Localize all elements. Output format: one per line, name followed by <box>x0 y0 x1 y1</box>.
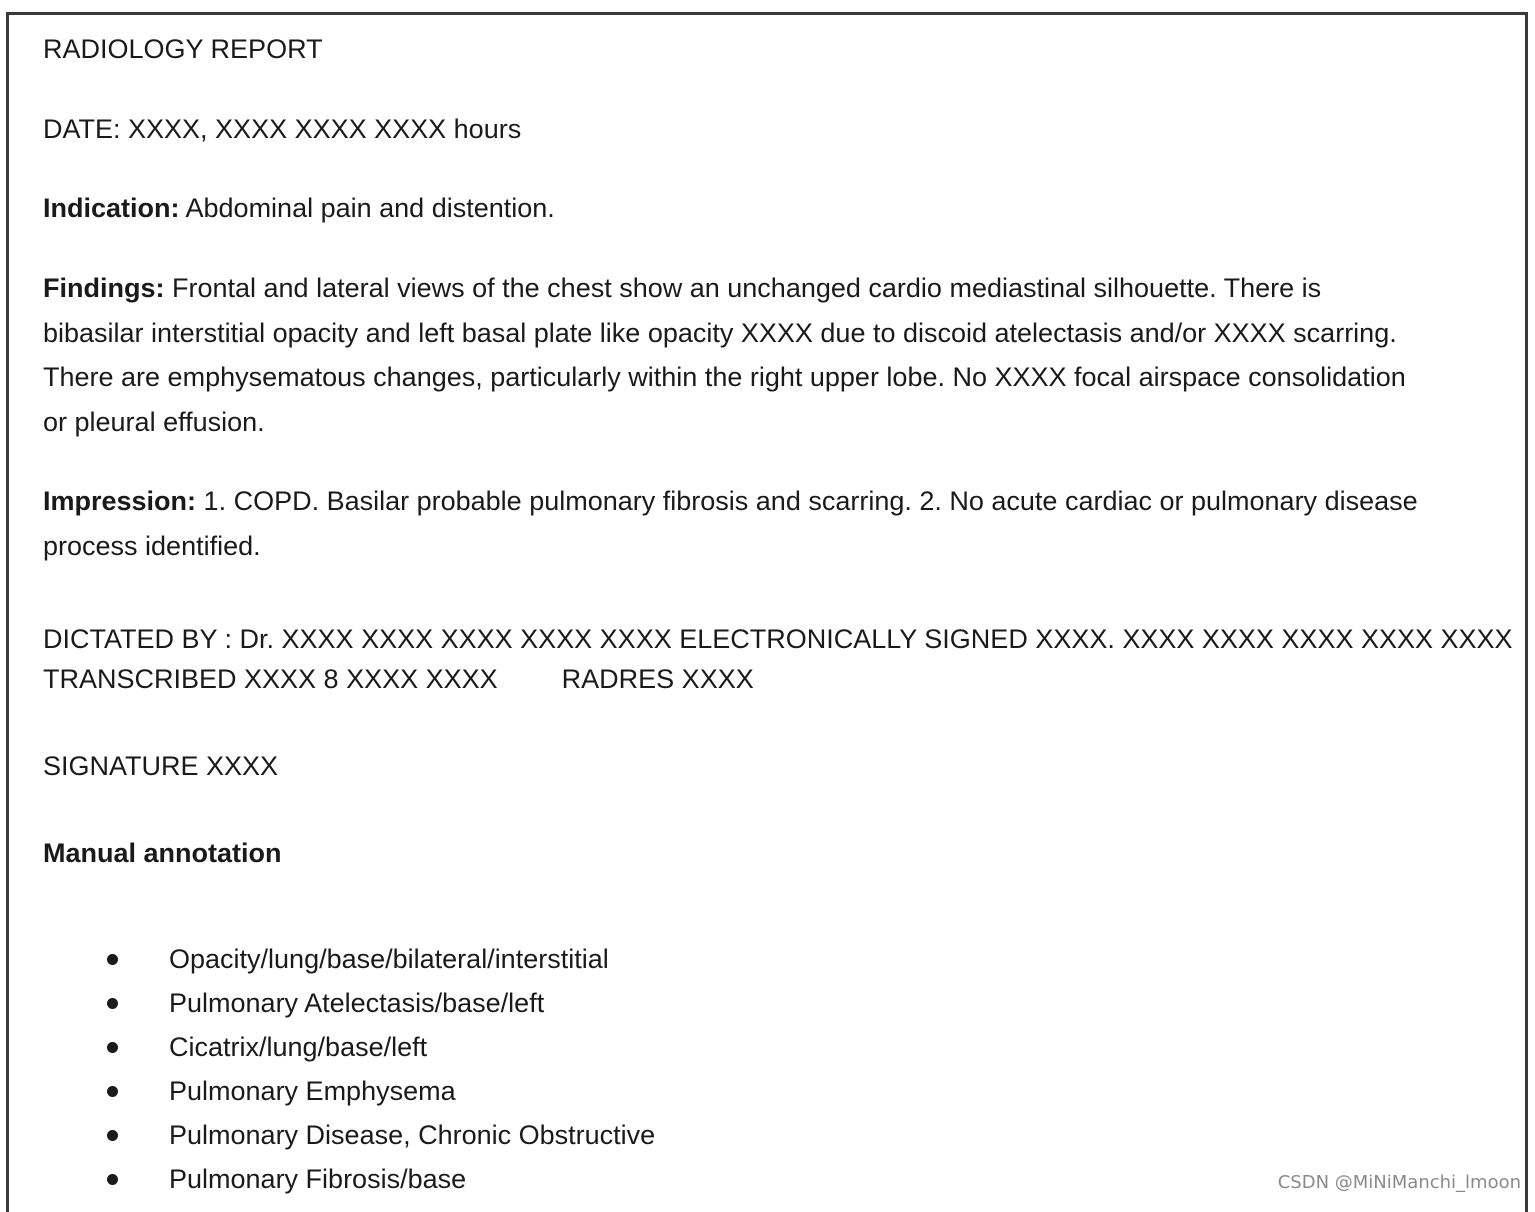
annotation-text: Pulmonary Fibrosis/base <box>169 1164 467 1194</box>
findings-line-4: or pleural effusion. <box>43 406 265 437</box>
bullet-icon <box>107 1086 118 1097</box>
impression-line-1 <box>43 479 1513 524</box>
findings-section <box>43 266 1513 444</box>
indication-section <box>43 195 555 222</box>
date-line: DATE: XXXX, XXXX XXXX XXXX hours <box>43 114 522 144</box>
bullet-icon <box>107 1130 118 1141</box>
annotation-text: Pulmonary Atelectasis/base/left <box>169 988 545 1018</box>
transcribed-line <box>43 666 754 693</box>
annotation-text: Opacity/lung/base/bilateral/interstitial <box>169 944 609 974</box>
indication-text: Abdominal pain and distention. <box>179 193 555 223</box>
bullet-icon <box>107 1174 118 1185</box>
annotation-heading: Manual annotation <box>43 838 282 868</box>
signature-line: SIGNATURE XXXX <box>43 751 279 781</box>
impression-line-2: process identified. <box>43 530 261 561</box>
bullet-icon <box>107 1042 118 1053</box>
impression-text-1: 1. COPD. Basilar probable pulmonary fibrosis and scarring. 2. No acute cardiac or pulmonary disease <box>196 486 1418 516</box>
radres-text: RADRES XXXX <box>561 664 754 694</box>
transcribed-text: TRANSCRIBED XXXX 8 XXXX XXXX <box>43 664 498 694</box>
findings-label: Findings: <box>43 273 165 303</box>
findings-text-1: Frontal and lateral views of the chest show an unchanged cardio mediastinal silhouette. There is <box>164 273 1322 303</box>
impression-label: Impression: <box>43 486 197 516</box>
indication-label: Indication: <box>43 193 180 223</box>
bullet-icon <box>107 954 118 965</box>
annotation-text: Pulmonary Disease, Chronic Obstructive <box>169 1120 656 1150</box>
impression-section <box>43 479 1513 568</box>
report-frame <box>6 12 1528 1212</box>
watermark: CSDN @MiNiManchi_lmoon <box>1277 1172 1521 1193</box>
annotation-text: Cicatrix/lung/base/left <box>169 1032 428 1062</box>
findings-line-2: bibasilar interstitial opacity and left basal plate like opacity XXXX due to discoid atelectasis and/or XXXX scarring. <box>43 317 1397 348</box>
annotation-text: Pulmonary Emphysema <box>169 1076 456 1106</box>
findings-line-1 <box>43 266 1513 311</box>
report-title: RADIOLOGY REPORT <box>43 34 323 64</box>
bullet-icon <box>107 998 118 1009</box>
dictated-line: DICTATED BY : Dr. XXXX XXXX XXXX XXXX XXXX ELECTRONICALLY SIGNED XXXX. XXXX XXXX XXXX XXXX XXXX <box>43 624 1513 654</box>
findings-line-3: There are emphysematous changes, particularly within the right upper lobe. No XXXX focal airspace consolidation <box>43 362 1406 392</box>
